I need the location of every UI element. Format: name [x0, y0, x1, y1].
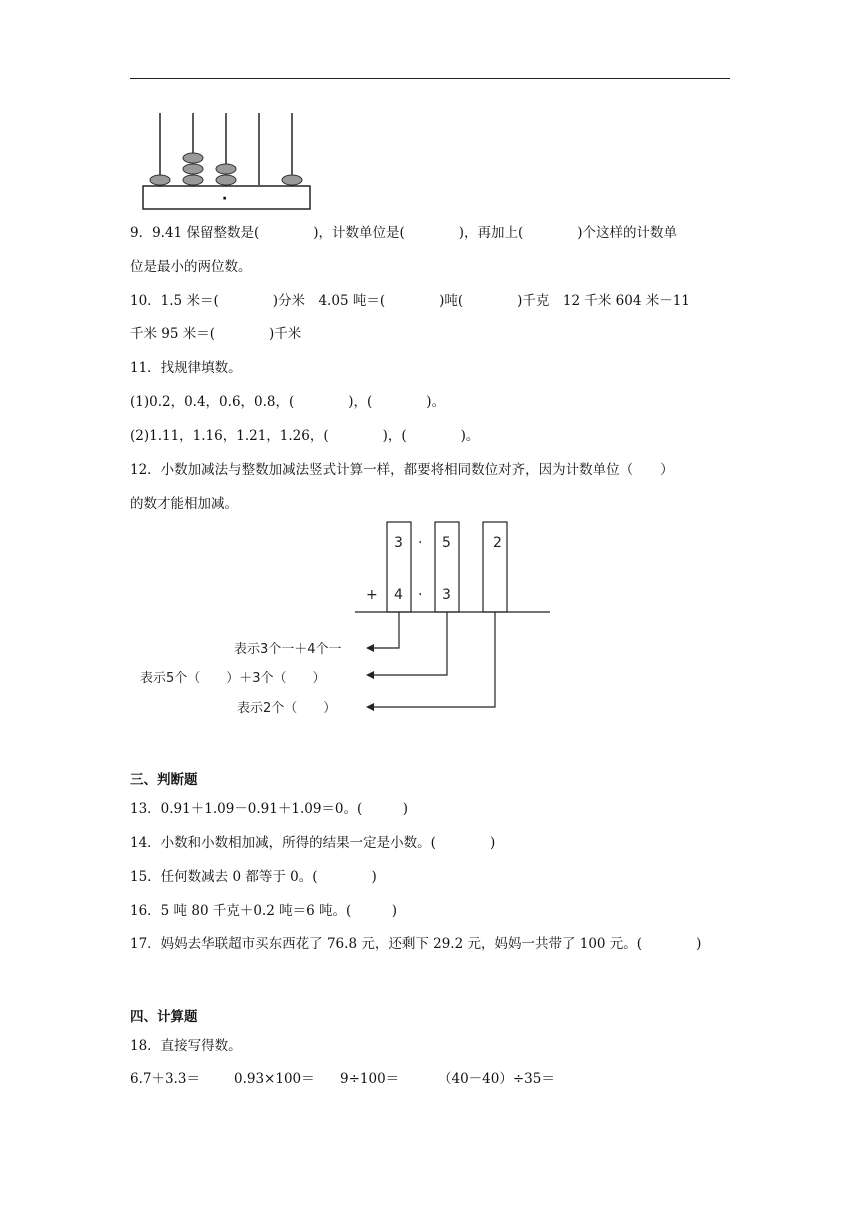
top-ones-digit: 3 [394, 535, 403, 551]
q11-part1: (1)0.2，0.4，0.6，0.8，( )，( )。 [130, 394, 446, 410]
plus-sign: + [366, 587, 378, 603]
label-ones: 表示3个一＋4个一 [234, 642, 342, 657]
arrowhead-icon [366, 671, 374, 679]
top-hundredths-digit: 2 [493, 535, 502, 551]
q11-part2: (2)1.11，1.16，1.21，1.26，( )，( )。 [130, 428, 480, 444]
q16: 16．5 吨 80 千克＋0.2 吨＝6 吨。( ) [130, 903, 397, 919]
q18-item-4: （40－40）÷35＝ [438, 1071, 555, 1087]
label-hundredths: 表示2个（ ） [237, 701, 337, 716]
q10-line2: 千米 95 米＝( )千米 [130, 326, 302, 342]
q12-line2: 的数才能相加减。 [130, 496, 238, 512]
q18-item-1: 6.7＋3.3＝ [130, 1071, 200, 1087]
arrowhead-icon [366, 703, 374, 711]
bottom-ones-digit: 4 [394, 587, 403, 603]
bottom-tenths-digit: 3 [442, 587, 451, 603]
q17: 17．妈妈去华联超市买东西花了 76.8 元，还剩下 29.2 元，妈妈一共带了 100 元。( ) [130, 936, 702, 952]
abacus-bead [183, 153, 203, 163]
abacus-bead [150, 175, 170, 185]
section-title-judgement: 三、判断题 [130, 772, 198, 788]
header-rule [130, 78, 730, 79]
q9-line1: 9．9.41 保留整数是( )，计数单位是( )，再加上( )个这样的计数单 [130, 225, 678, 241]
section-title-calculation: 四、计算题 [130, 1009, 198, 1025]
arrowhead-icon [366, 644, 374, 652]
abacus-bead [216, 164, 236, 174]
arrow-tenths [372, 612, 447, 675]
q12-line1: 12．小数加减法与整数加减法竖式计算一样，都要将相同数位对齐，因为计数单位（ ） [130, 462, 674, 478]
abacus-figure [130, 105, 320, 215]
abacus-bead [216, 175, 236, 185]
abacus-point: · [222, 191, 228, 207]
abacus-bead [282, 175, 302, 185]
q18-item-2: 0.93×100＝ [234, 1071, 315, 1087]
q11-stem: 11．找规律填数。 [130, 360, 242, 376]
label-tenths: 表示5个（ ）＋3个（ ） [140, 671, 326, 686]
q18-stem: 18．直接写得数。 [130, 1038, 242, 1054]
arrow-ones [372, 612, 399, 648]
top-tenths-digit: 5 [442, 535, 451, 551]
arrow-hundredths [372, 612, 495, 707]
q14: 14．小数和小数相加减，所得的结果一定是小数。( ) [130, 835, 496, 851]
q15: 15．任何数减去 0 都等于 0。( ) [130, 869, 377, 885]
abacus-bead [183, 164, 203, 174]
top-decimal-point: · [418, 535, 423, 551]
bottom-decimal-point: · [418, 587, 423, 603]
q13: 13．0.91＋1.09－0.91＋1.09＝0。( ) [130, 801, 409, 817]
abacus-bead [183, 175, 203, 185]
place-value-figure [130, 515, 560, 720]
q10-line1: 10．1.5 米＝( )分米 4.05 吨＝( )吨( )千克 12 千米 604 米－11 [130, 293, 690, 309]
q9-line2: 位是最小的两位数。 [130, 259, 252, 275]
q18-item-3: 9÷100＝ [340, 1071, 400, 1087]
